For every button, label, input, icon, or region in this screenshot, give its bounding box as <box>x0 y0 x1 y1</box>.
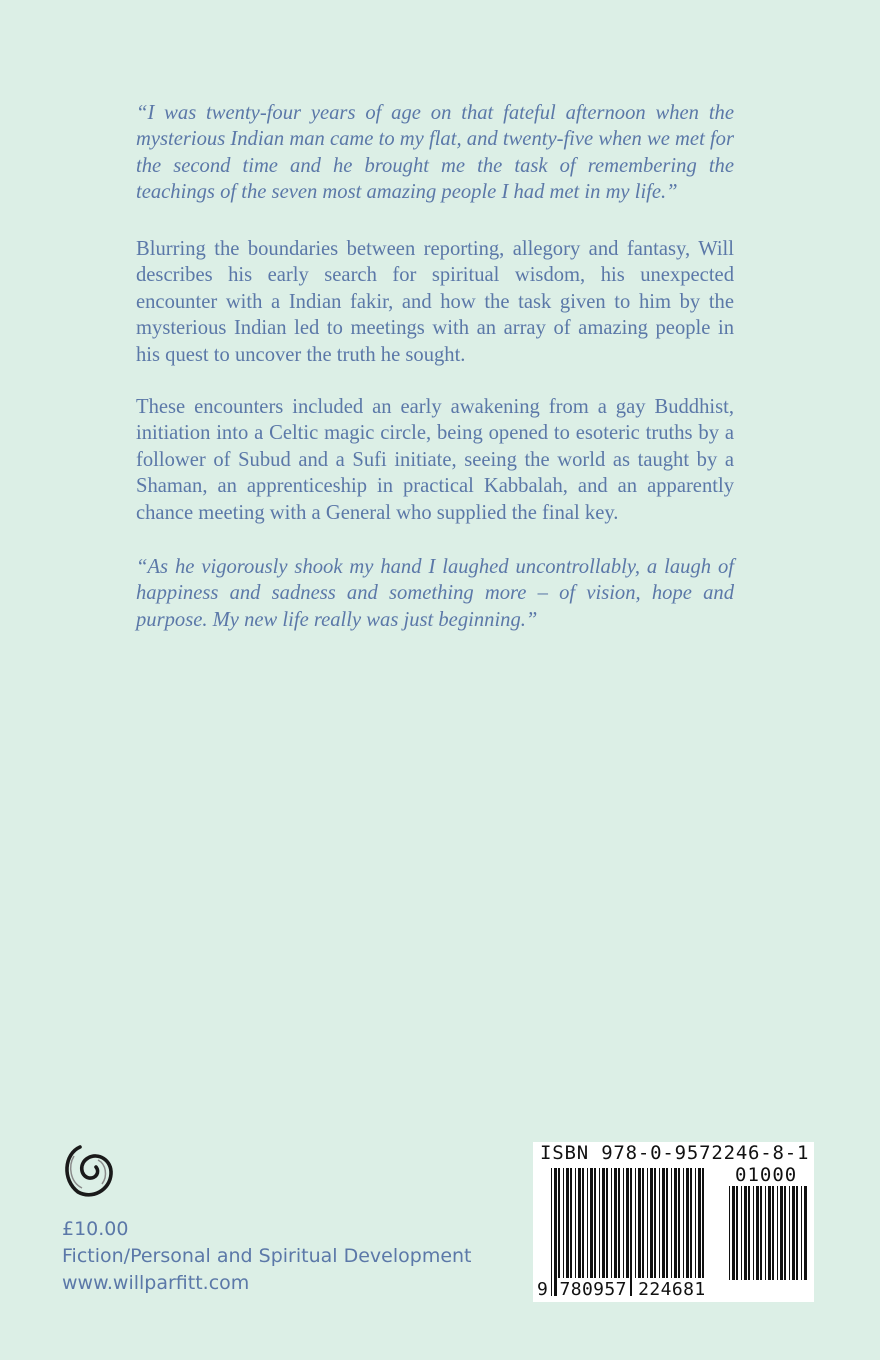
barcode-bar <box>611 1168 612 1278</box>
barcode-bar <box>690 1168 692 1278</box>
barcode-bar <box>662 1168 665 1278</box>
barcode-bar <box>801 1186 802 1280</box>
isbn-label: ISBN 978-0-9572246-8-1 <box>540 1142 810 1164</box>
barcode-bar <box>614 1168 617 1278</box>
addon-code: 01000 <box>735 1164 798 1186</box>
barcode-bar <box>623 1168 624 1278</box>
barcode-bar <box>772 1186 774 1280</box>
barcode-bar <box>558 1168 560 1278</box>
barcode-bar <box>654 1168 656 1278</box>
barcode-bar <box>780 1186 783 1280</box>
barcode-bar <box>729 1186 730 1280</box>
barcode-bar <box>618 1168 620 1278</box>
barcode-bar <box>674 1168 677 1278</box>
barcode-bar <box>683 1168 684 1278</box>
category: Fiction/Personal and Spiritual Development <box>62 1245 472 1267</box>
barcode-bar <box>575 1168 576 1278</box>
barcode-bars <box>551 1168 709 1296</box>
barcode-bar <box>736 1186 738 1280</box>
website-link[interactable]: www.willparfitt.com <box>62 1272 250 1294</box>
barcode-bar <box>630 1168 632 1296</box>
barcode-bar <box>741 1186 742 1280</box>
barcode-bar <box>760 1186 762 1280</box>
barcode-bar <box>678 1168 680 1278</box>
barcode-bar <box>602 1168 605 1278</box>
barcode-bar <box>563 1168 564 1278</box>
barcode-bar <box>671 1168 672 1278</box>
barcode-bar <box>650 1168 653 1278</box>
barcode-bar <box>765 1186 766 1280</box>
barcode-bar <box>590 1168 593 1278</box>
blurb-paragraph-1: Blurring the boundaries between reporting, allegory and fantasy, Will describes his early search for spiritual wisdom, his unexpected encounter with a Indian fakir, and how the task given to him by the mysterious Indian led to meetings with an array of amazing people in his quest to uncover the truth he sought. <box>136 238 734 366</box>
barcode-bar <box>756 1186 759 1280</box>
barcode-bar <box>698 1168 701 1278</box>
barcode-bar <box>642 1168 644 1278</box>
isbn-barcode <box>533 1142 814 1302</box>
barcode-bar <box>686 1168 689 1278</box>
blurb-paragraph-2: These encounters included an early awakening from a gay Buddhist, initiation into a Celtic magic circle, being opened to esoteric truths by a follower of Subud and a Sufi initiate, seeing the world as taught by a Shaman, an apprenticeship in practical Kabbalah, and an apparently chance meeting with a General who supplied the final key. <box>136 396 734 524</box>
barcode-bar <box>702 1168 704 1278</box>
barcode-bar <box>578 1168 581 1278</box>
publisher-info <box>62 1216 472 1297</box>
barcode-bar <box>666 1168 668 1278</box>
barcode-bar <box>748 1186 750 1280</box>
barcode-bar <box>792 1186 795 1280</box>
barcode-bar <box>768 1186 771 1280</box>
barcode-bar <box>777 1186 778 1280</box>
barcode-bar <box>647 1168 648 1278</box>
barcode-digits: 9 780957 224681 <box>537 1279 706 1300</box>
barcode-bar <box>732 1186 735 1280</box>
barcode-bar <box>659 1168 660 1278</box>
barcode-bar <box>551 1168 552 1296</box>
barcode-bar <box>784 1186 786 1280</box>
barcode-bar <box>582 1168 584 1278</box>
barcode-bar <box>606 1168 608 1278</box>
barcode-bar <box>587 1168 588 1278</box>
barcode-bar <box>796 1186 798 1280</box>
barcode-bar <box>638 1168 641 1278</box>
barcode-bar <box>570 1168 572 1278</box>
opening-quote: “I was twenty-four years of age on that fateful afternoon when the mysterious Indian man came to my flat, and twenty-five when we met for the second time and he brought me the task of remembering the teachings of the seven most amazing people I had met in my life.” <box>136 102 734 204</box>
barcode-bar <box>635 1168 636 1278</box>
barcode-bar <box>626 1168 629 1278</box>
barcode-bar <box>804 1186 807 1280</box>
price: £10.00 <box>62 1218 129 1240</box>
closing-quote: “As he vigorously shook my hand I laughed uncontrollably, a laugh of happiness and sadness and something more – of vision, hope and purpose. My new life really was just beginning.” <box>136 556 734 631</box>
barcode-bar <box>594 1168 596 1278</box>
barcode-bar <box>744 1186 747 1280</box>
barcode-bar <box>695 1168 696 1278</box>
barcode-bar <box>753 1186 754 1280</box>
barcode-bar <box>599 1168 600 1278</box>
barcode-bar <box>566 1168 569 1278</box>
barcode-bar <box>789 1186 790 1280</box>
addon-barcode-bars <box>729 1186 809 1298</box>
barcode-bar <box>554 1168 557 1296</box>
spiral-icon <box>62 1142 114 1198</box>
